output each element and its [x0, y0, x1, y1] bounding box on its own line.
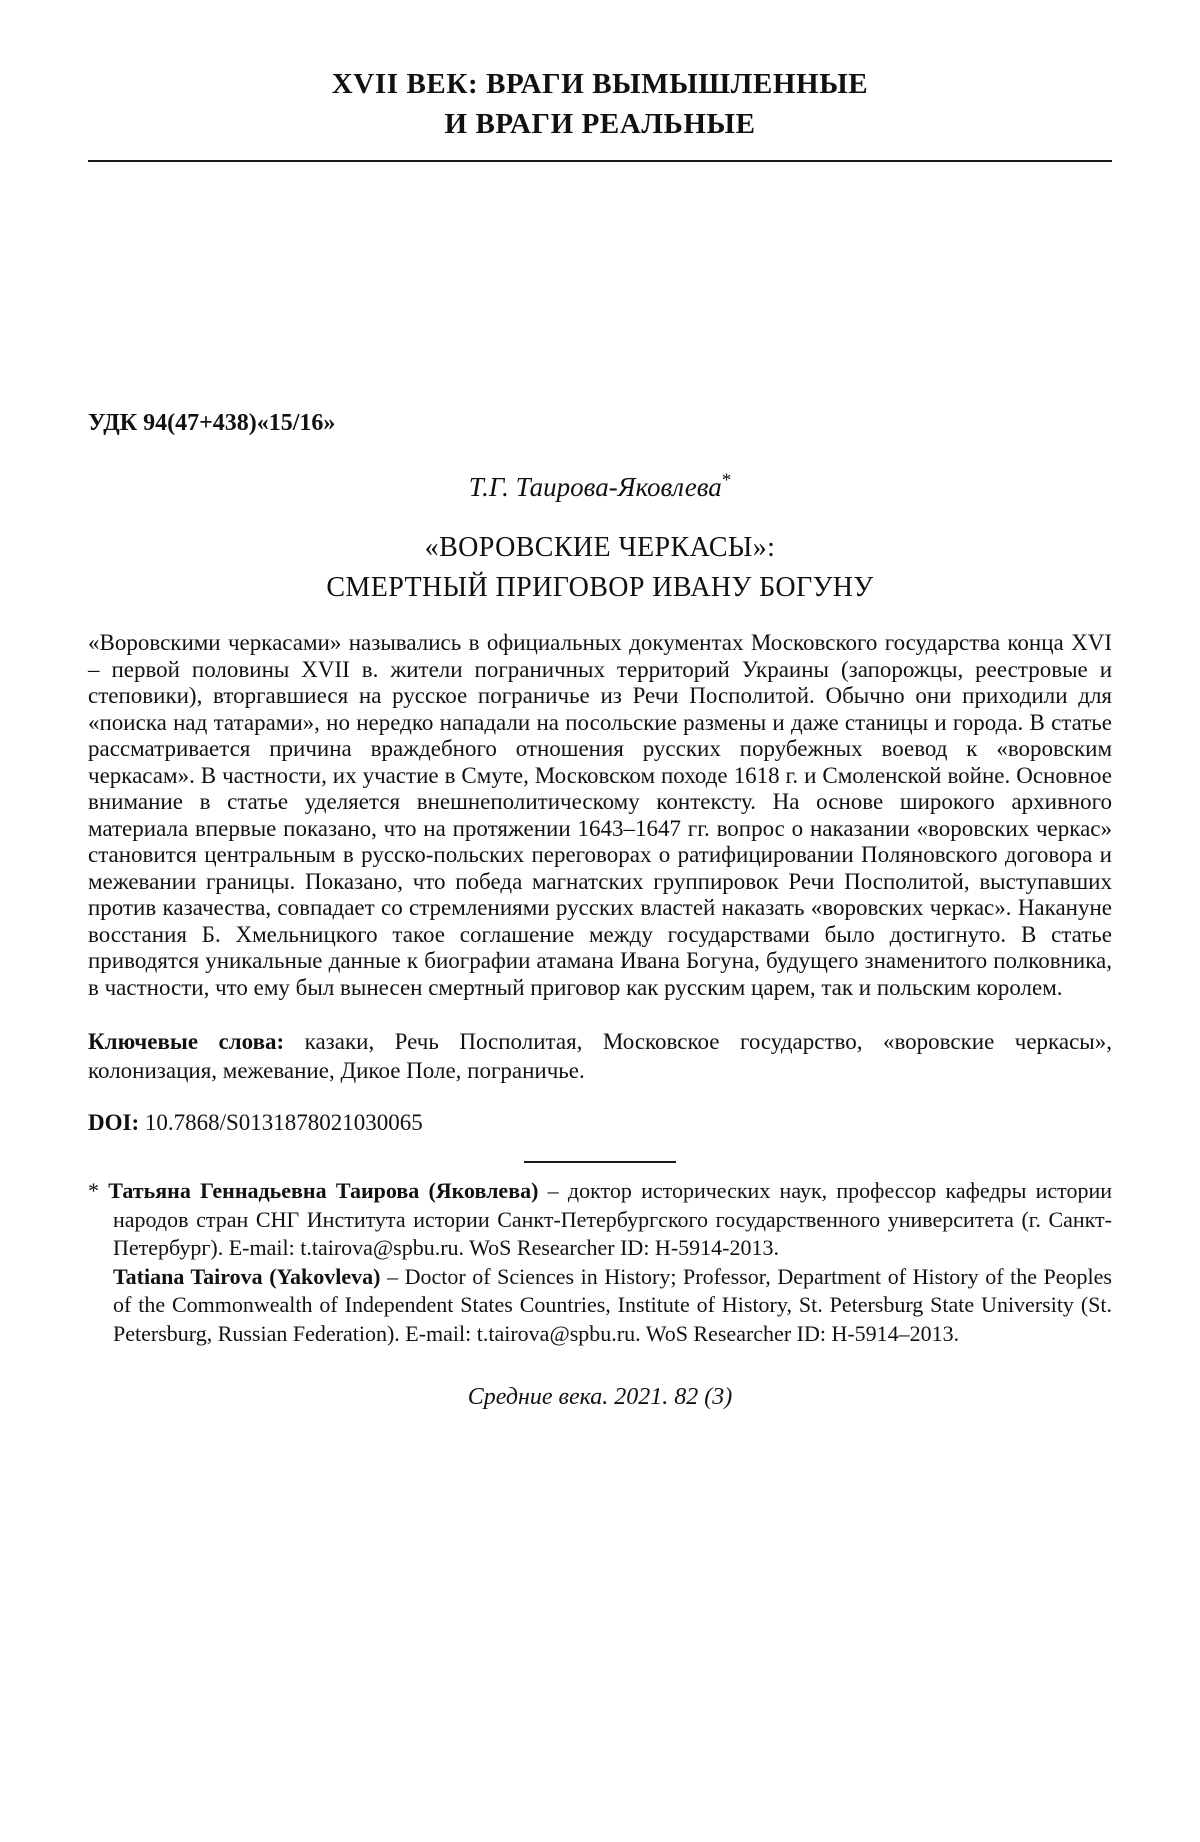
udc-code: УДК 94(47+438)«15/16» [88, 410, 336, 436]
footnote-en [113, 1263, 1112, 1349]
running-head-line-2: И ВРАГИ РЕАЛЬНЫЕ [444, 108, 756, 140]
abstract-text: «Воровскими черкасами» назывались в официальных документах Московского государства конца XVI – первой половины XVII в. жители пограничных территорий Украины (запорожцы, реестровые и степовики), вторгавшиеся на русское пограничье из Речи Посполитой. Обычно они приходили для «поиска над татарами», но нередко нападали на посольские размены и даже станицы и города. В статье рассматривается причина враждебного отношения русских порубежных воевод к «воровским черкасам». В частности, их участие в Смуте, Московском походе 1618 г. и Смоленской войне. Основное внимание в статье уделяется внешнеполитическому контексту. На основе широкого архивного материала впервые показано, что на протяжении 1643–1647 гг. вопрос о наказании «воровских черкас» становится центральным в русско-польских переговорах о ратифицировании Поляновского договора и межевании границы. Показано, что победа магнатских группировок Речи Посполитой, выступавших против казачества, совпадает со стремлениями русских властей наказать «воровских черкас». Накануне восстания Б. Хмельницкого такое соглашение между государствами было достигнуто. В статье приводятся уникальные данные к биографии атамана Ивана Богуна, будущего знаменитого полковника, в частности, что ему был вынесен смертный приговор как русским царем, так и польским королем. [88, 630, 1112, 1000]
footnote-ru [88, 1177, 1113, 1263]
doi-value: 10.7868/S0131878021030065 [144, 1110, 423, 1135]
author-line [88, 464, 1112, 504]
header-rule [88, 160, 1112, 162]
footnote-en-text: – Doctor of Sciences in History; Professor, Department of History of the Peoples of the Commonwealth of Independent States Countries, Institute of History, St. Petersburg State University (St. Petersburg, Russian Federation). E-mail: t.tairova@spbu.ru. WoS Researcher ID: H-5914–2013. [113, 1263, 1112, 1346]
footnote-ru-name: Татьяна Геннадьевна Таирова (Яковлева) [108, 1178, 539, 1203]
author-footnote-marker: * [721, 470, 732, 491]
running-head-line-1: XVII ВЕК: ВРАГИ ВЫМЫШЛЕННЫЕ [331, 68, 869, 100]
article-title-line-2: СМЕРТНЫЙ ПРИГОВОР ИВАНУ БОГУНУ [326, 572, 874, 603]
author-name: Т.Г. Таирова-Яковлева [468, 472, 722, 502]
footnote-ru-text: – доктор исторических наук, профессор кафедры истории народов стран СНГ Института истории Санкт-Петербургского государственного университета (г. Санкт-Петербург). E-mail: t.tairova@spbu.ru. WoS Researcher ID: H-5914-2013. [113, 1178, 1113, 1260]
doi-block [88, 1109, 1112, 1137]
footnote-separator [524, 1161, 676, 1163]
footnotes-block [88, 1177, 1112, 1348]
keywords-text: казаки, Речь Посполитая, Московское государство, «воровские черкасы», колонизация, межевание, Дикое Поле, пограничье. [88, 1029, 1112, 1083]
journal-footer-line: Средние века. 2021. 82 (3) [467, 1384, 733, 1410]
article-title [88, 528, 1112, 608]
keywords-block [88, 1027, 1112, 1085]
footnote-marker: * [88, 1178, 99, 1203]
keywords-label: Ключевые слова: [88, 1029, 285, 1054]
doi-label: DOI: [88, 1110, 140, 1135]
article-title-line-1: «ВОРОВСКИЕ ЧЕРКАСЫ»: [424, 532, 776, 563]
running-head [88, 0, 1112, 144]
footnote-en-name: Tatiana Tairova (Yakovleva) [113, 1263, 381, 1289]
